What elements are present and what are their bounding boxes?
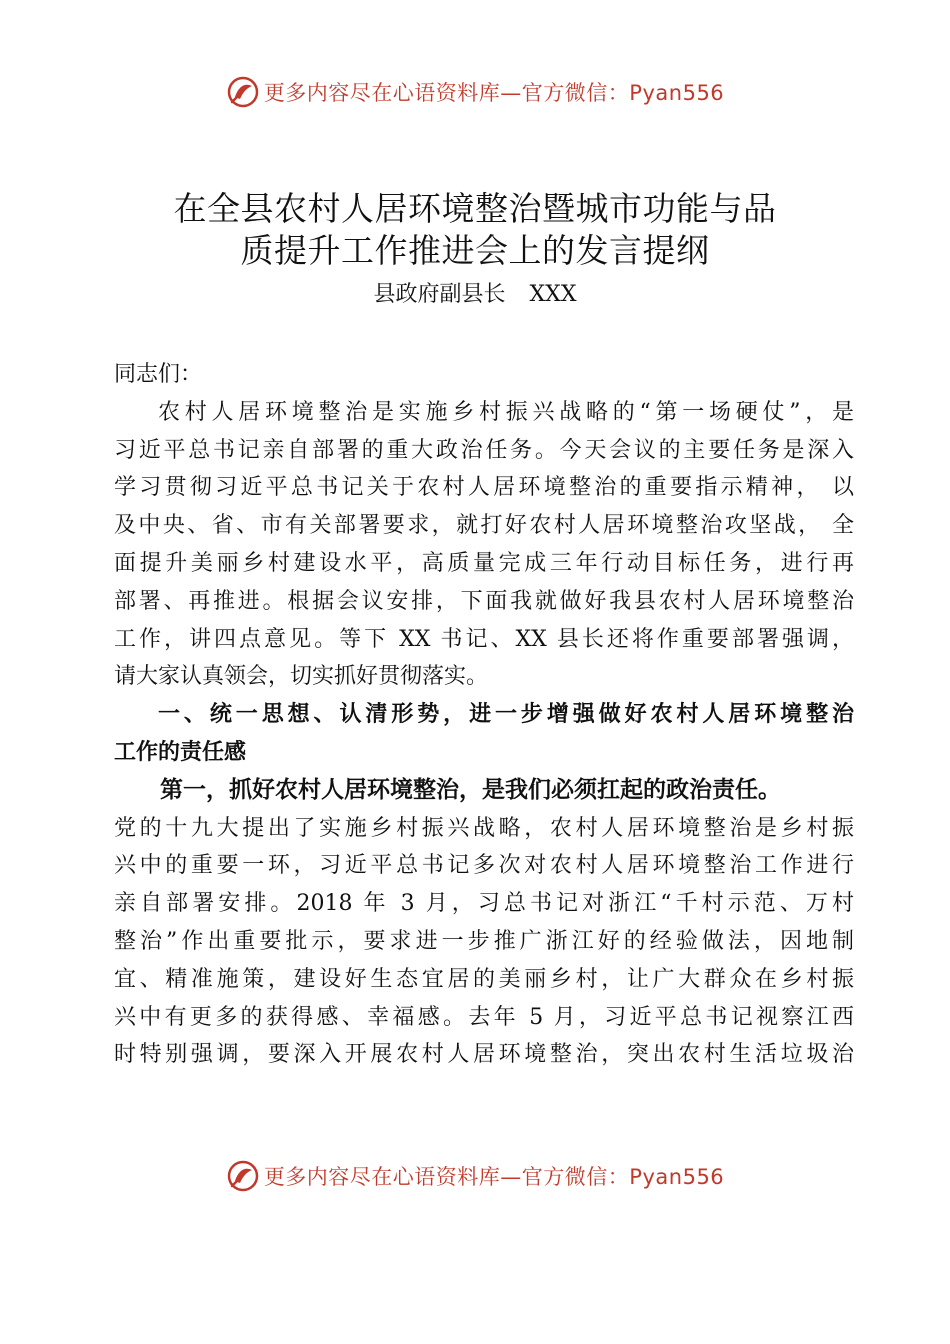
speaker-name: XXX [529, 282, 577, 307]
salutation [114, 356, 854, 394]
speaker-role: 县政府副县长 [373, 282, 506, 307]
point-1-line: 亲自部署安排。2018 年 3 月，习总书记对浙江“千村示范、万村 [114, 891, 854, 917]
title-line-2: 质提升工作推进会上的发言提纲 [240, 231, 710, 270]
point-1-line: 党的十九大提出了实施乡村振兴战略，农村人居环境整治是乡村振 [114, 815, 854, 841]
seal-logo-icon [226, 75, 260, 109]
point-1-line: 兴中的重要一环，习近平总书记多次对农村人居环境整治工作进行 [114, 853, 854, 879]
point-1-paragraph [114, 772, 854, 1074]
point-1-line: 时特别强调，要深入开展农村人居环境整治，突出农村生活垃圾治 [114, 1042, 854, 1068]
document-body [114, 356, 854, 1074]
speaker-line [0, 280, 950, 310]
point-1-line: 整治”作出重要批示，要求进一步推广浙江好的经验做法，因地制 [114, 928, 854, 954]
intro-line: 部署、再推进。根据会议安排，下面我就做好我县农村人居环境整治 [114, 588, 854, 614]
point-1-line: 宜、精准施策，建设好生态宜居的美丽乡村，让广大群众在乡村振 [114, 966, 854, 992]
intro-line: 及中央、省、市有关部署要求，就打好农村人居环境整治攻坚战， 全 [114, 513, 854, 539]
header-watermark-banner [0, 70, 950, 114]
intro-line: 习近平总书记亲自部署的重大政治任务。今天会议的主要任务是深入 [114, 437, 854, 463]
intro-line: 农村人居环境整治是实施乡村振兴战略的“第一场硬仗”，是 [158, 399, 854, 425]
point-1-heading: 第一，抓好农村人居环境整治，是我们必须扛起的政治责任。 [160, 776, 781, 803]
intro-line: 学习贯彻习近平总书记关于农村人居环境整治的重要指示精神， 以 [114, 475, 854, 501]
salutation-text: 同志们： [114, 362, 203, 387]
intro-line: 工作，讲四点意见。等下 XX 书记、XX 县长还将作重要部署强调， [114, 626, 854, 652]
title-line-1: 在全县农村人居环境整治暨城市功能与品 [173, 189, 777, 228]
seal-logo-icon [226, 1159, 260, 1193]
watermark-text: 更多内容尽在心语资料库—官方微信：Pyan556 [263, 81, 725, 105]
intro-line: 面提升美丽乡村建设水平，高质量完成三年行动目标任务，进行再 [114, 550, 854, 576]
intro-line: 请大家认真领会，切实抓好贯彻落实。 [114, 664, 489, 690]
section-heading-1 [114, 696, 854, 772]
section-heading-line: 工作的责任感 [114, 739, 247, 765]
footer-watermark-banner [0, 1154, 950, 1198]
document-title [0, 188, 950, 272]
section-heading-line: 一、统一思想、认清形势，进一步增强做好农村人居环境整治 [158, 702, 854, 728]
point-1-line: 兴中有更多的获得感、幸福感。去年 5 月，习近平总书记视察江西 [114, 1004, 854, 1030]
watermark-text: 更多内容尽在心语资料库—官方微信：Pyan556 [263, 1165, 725, 1189]
intro-paragraph [114, 394, 854, 696]
